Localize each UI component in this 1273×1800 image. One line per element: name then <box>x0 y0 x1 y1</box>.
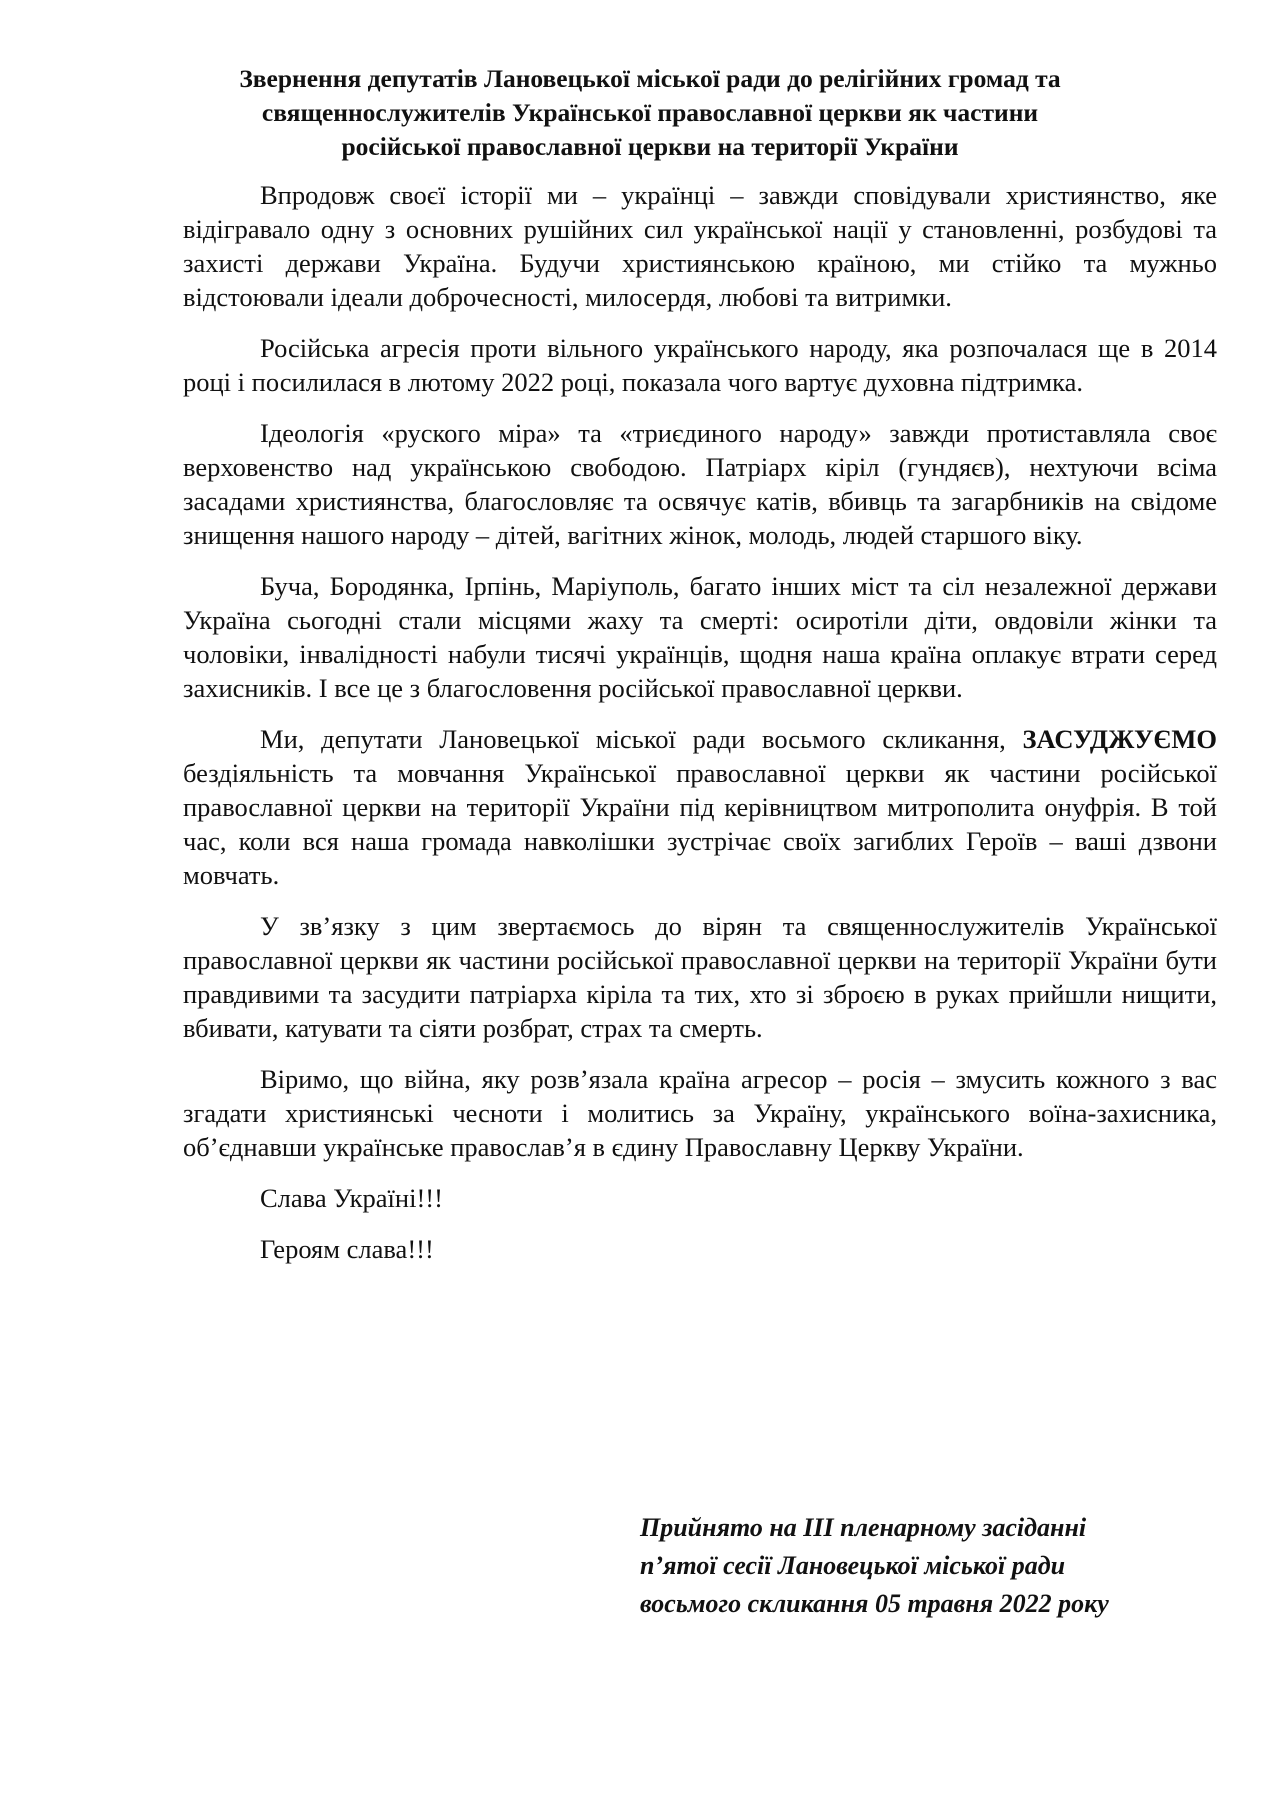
condemn-emphasis: ЗАСУДЖУЄМО <box>1022 724 1217 754</box>
title-line: священнослужителів Української православної церкви як частини <box>261 98 1039 127</box>
slogan: Героям слава!!! <box>260 1234 434 1264</box>
document-title <box>150 62 1150 164</box>
adoption-line: п’ятої сесії Лановецької міської ради <box>640 1551 1066 1580</box>
adoption-line: Прийнято на ІІІ пленарному засіданні <box>640 1513 1087 1542</box>
paragraph: Віримо, що війна, яку розв’язала країна агресор – росія – змусить кожного з вас згадати християнські чесноти і молитись за Україну, українського воїна-захисника, об’єднавши українське православ’я в єдину Православну Церкву України. <box>183 1064 1217 1162</box>
condemn-paragraph <box>183 722 1217 892</box>
adoption-line: восьмого скликання 05 травня 2022 року <box>640 1589 1109 1618</box>
paragraph: У зв’язку з цим звертаємось до вірян та священнослужителів Української православної церкви як частини російської православної церкви на території України бути правдивими та засудити патріарха кіріла та тих, хто зі зброєю в руках прийшли нищити, вбивати, катувати та сіяти розбрат, страх та смерть. <box>183 911 1217 1043</box>
title-line: Звернення депутатів Лановецької міської ради до релігійних громад та <box>239 64 1061 93</box>
adoption-note <box>640 1509 1200 1623</box>
condemn-text: бездіяльність та мовчання Української православної церкви як частини російської православної церкви на території України під керівництвом митрополита онуфрія. В той час, коли вся наша громада навколішки зустрічає своїх загиблих Героїв – ваші дзвони мовчать. <box>183 758 1217 890</box>
paragraph: Впродовж своєї історії ми – українці – завжди сповідували християнство, яке відігравало одну з основних рушійних сил української нації у становленні, розбудові та захисті держави Україна. Будучи християнською країною, ми стійко та мужньо відстоювали ідеали доброчесності, милосердя, любові та витримки. <box>183 180 1217 312</box>
document-body <box>183 178 1217 1283</box>
paragraph: Ідеологія «руского міра» та «триєдиного народу» завжди протиставляла своє верховенство над українською свободою. Патріарх кіріл (гундяєв), нехтуючи всіма засадами християнства, благословляє та освячує катів, вбивць та загарбників на свідоме знищення нашого народу – дітей, вагітних жінок, молодь, людей старшого віку. <box>183 418 1217 550</box>
title-line: російської православної церкви на території України <box>341 132 959 161</box>
condemn-lead: Ми, депутати Лановецької міської ради восьмого скликання, <box>260 724 1006 754</box>
paragraph: Буча, Бородянка, Ірпінь, Маріуполь, багато інших міст та сіл незалежної держави Україна сьогодні стали місцями жаху та смерті: осиротіли діти, овдовіли жінки та чоловіки, інвалідності набули тисячі українців, щодня наша країна оплакує втрати серед захисників. І все це з благословення російської православної церкви. <box>183 571 1217 703</box>
paragraph: Російська агресія проти вільного українського народу, яка розпочалася ще в 2014 році і посилилася в лютому 2022 році, показала чого вартує духовна підтримка. <box>183 333 1217 397</box>
slogan: Слава Україні!!! <box>260 1183 443 1213</box>
